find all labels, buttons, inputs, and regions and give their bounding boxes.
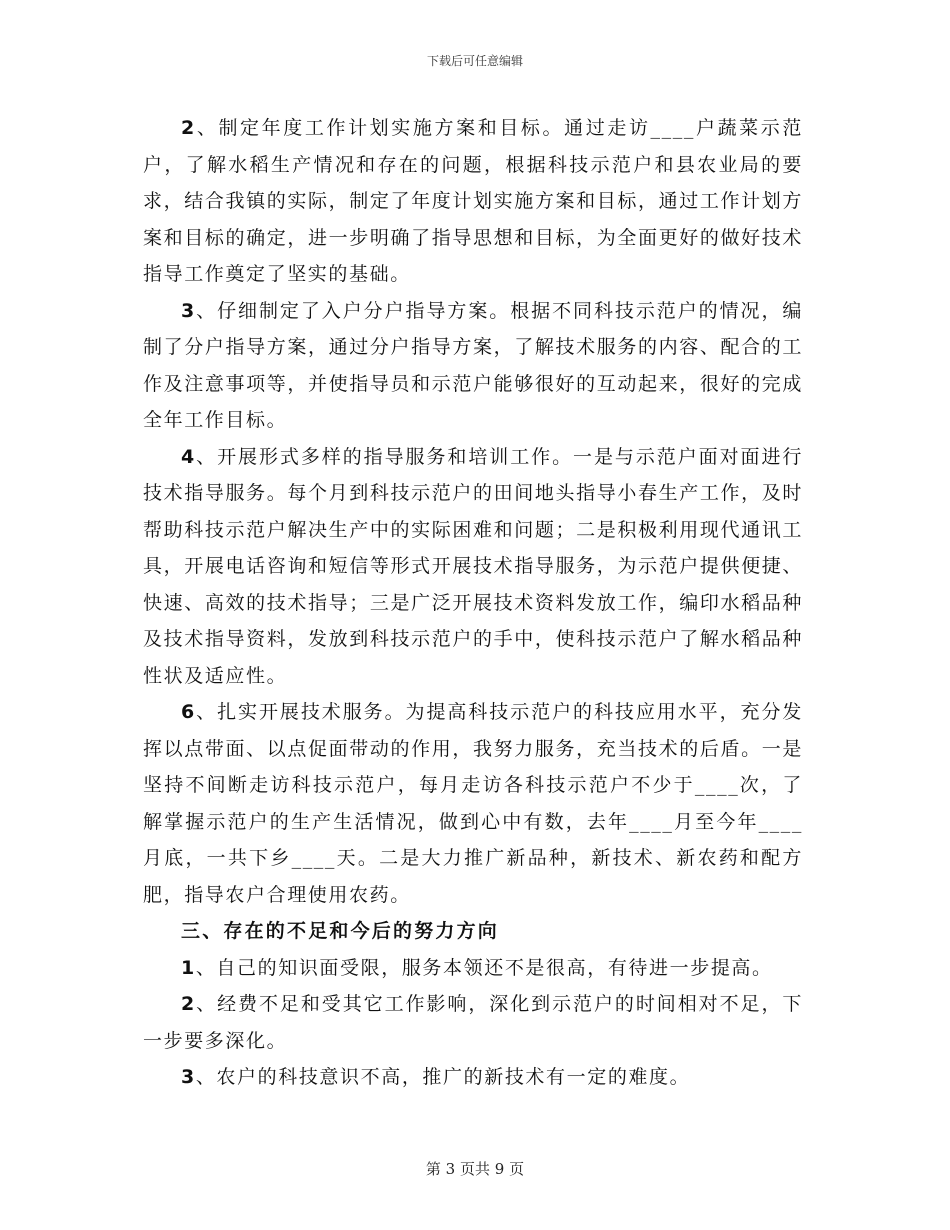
- paragraph-2: [143, 110, 803, 293]
- paragraph-text: 、扎实开展技术服务。为提高科技示范户的科技应用水平，充分发挥以点带面、以点促面带动的作用，我努力服务，充当技术的后盾。一是坚持不间断走访科技示范户，每月走访各科技示范户不少于____次，了解掌握示范户的生产生活情况，做到心中有数，去年____月至今年____月底，一共下乡____天。二是大力推广新品种，新技术、新农药和配方肥，指导农户合理使用农药。: [143, 701, 803, 906]
- page-header: 下载后可任意编辑: [426, 54, 523, 68]
- point-1: [143, 950, 803, 987]
- paragraph-3: [143, 293, 803, 439]
- paragraph-number: 3: [181, 299, 196, 322]
- point-number: 2: [181, 993, 196, 1015]
- point-number: 1: [181, 956, 196, 979]
- section-heading: 三、存在的不足和今后的努力方向: [181, 920, 500, 942]
- paragraph-text: 、开展形式多样的指导服务和培训工作。一是与示范户面对面进行技术指导服务。每个月到科技示范户的田间地头指导小春生产工作，及时帮助科技示范户解决生产中的实际困难和问题；二是积极利用现代通讯工具，开展电话咨询和短信等形式开展技术指导服务，为示范户提供便捷、快速、高效的技术指导；三是广泛开展技术资料发放工作，编印水稻品种及技术指导资料，发放到科技示范户的手中，使科技示范户了解水稻品种性状及适应性。: [143, 445, 803, 687]
- paragraph-6: [143, 694, 803, 913]
- point-text: 、经费不足和受其它工作影响，深化到示范户的时间相对不足，下一步要多深化。: [143, 993, 803, 1052]
- paragraph-number: 2: [181, 117, 196, 139]
- paragraph-number: 6: [181, 701, 196, 723]
- point-3: [143, 1059, 803, 1096]
- point-number: 3: [181, 1066, 196, 1088]
- point-text: 、自己的知识面受限，服务本领还不是很高，有待进一步提高。: [195, 956, 773, 979]
- document-body: [143, 110, 803, 1096]
- point-text: 、农户的科技意识不高，推广的新技术有一定的难度。: [195, 1066, 691, 1088]
- point-2: [143, 986, 803, 1059]
- paragraph-text: 、制定年度工作计划实施方案和目标。通过走访____户蔬菜示范户，了解水稻生产情况和存在的问题，根据科技示范户和县农业局的要求，结合我镇的实际，制定了年度计划实施方案和目标，通过工作计划方案和目标的确定，进一步明确了指导思想和目标，为全面更好的做好技术指导工作奠定了坚实的基础。: [143, 117, 803, 285]
- paragraph-number: 4: [181, 445, 196, 468]
- page-footer: 第 3 页共 9 页: [425, 1160, 525, 1178]
- paragraph-4: [143, 439, 803, 695]
- paragraph-text: 、仔细制定了入户分户指导方案。根据不同科技示范户的情况，编制了分户指导方案，通过分户指导方案，了解技术服务的内容、配合的工作及注意事项等，并使指导员和示范户能够很好的互动起来，很好的完成全年工作目标。: [143, 299, 803, 431]
